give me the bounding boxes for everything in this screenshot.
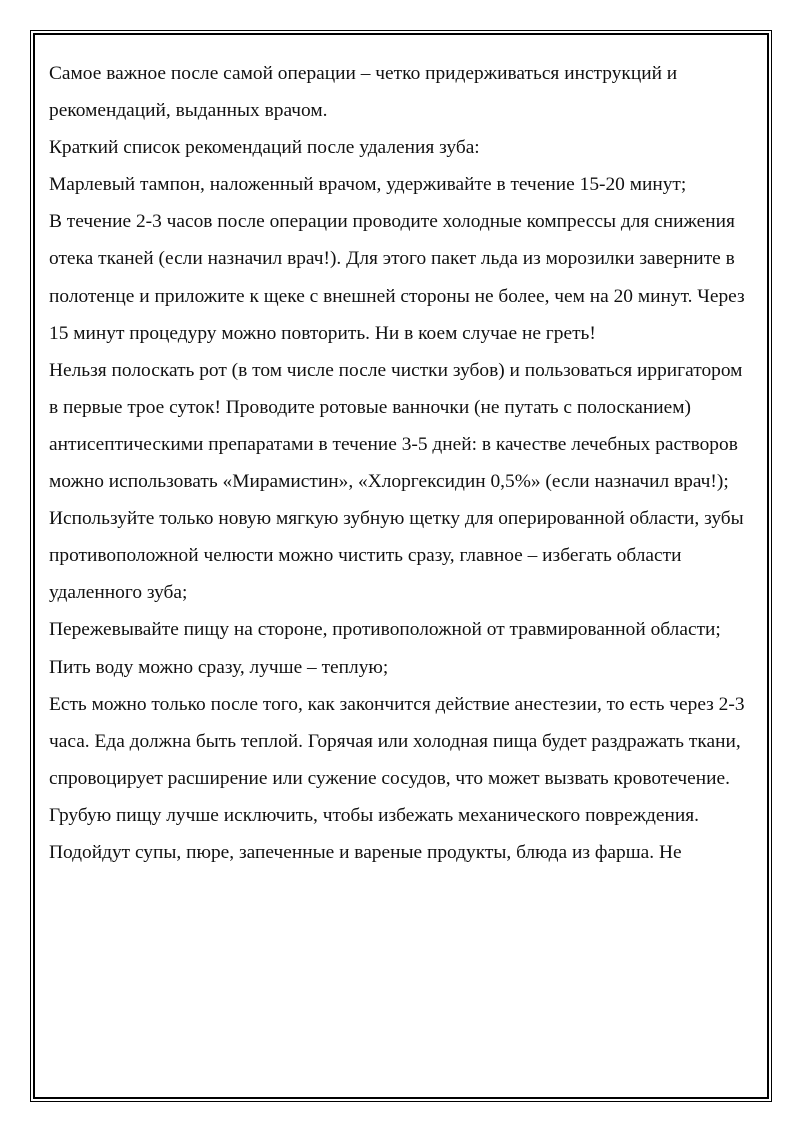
paragraph-no-rinsing: Нельзя полоскать рот (в том числе после чистки зубов) и пользоваться ирригатором в первые трое суток! Проводите ротовые ванночки (не путать с полосканием) антисептическими препаратами в течение 3-5 дней: в качестве лечебных растворов можно использовать «Мирамистин», «Хлоргексидин 0,5%» (если назначил врач!); [49,359,743,493]
page-border-frame [33,33,769,1099]
paragraph-list-heading: Краткий список рекомендаций после удаления зуба: [49,137,480,159]
paragraph-cold-compress: В течение 2-3 часов после операции проводите холодные компрессы для снижения отека тканей (если назначил врач!). Для этого пакет льда из морозилки заверните в полотенце и приложите к щеке с внешней стороны не более, чем на 20 минут. Через 15 минут процедуру можно повторить. Ни в коем случае не греть! [49,211,745,344]
paragraph-chewing-side: Пережевывайте пищу на стороне, противоположной от травмированной области; [49,619,721,641]
document-body [49,55,755,871]
paragraph-intro: Самое важное после самой операции – четко придерживаться инструкций и рекомендаций, выданных врачом. [49,63,678,122]
paragraph-drinking-water: Пить воду можно сразу, лучше – теплую; [49,656,389,678]
paragraph-eating: Есть можно только после того, как закончится действие анестезии, то есть через 2-3 часа. Еда должна быть теплой. Горячая или холодная пища будет раздражать ткани, спровоцирует расширение или сужение сосудов, что может вызвать кровотечение. Грубую пищу лучше исключить, чтобы избежать механического повреждения. Подойдут супы, пюре, запеченные и вареные продукты, блюда из фарша. Не [49,693,745,863]
paragraph-gauze-tampon: Марлевый тампон, наложенный врачом, удерживайте в течение 15-20 минут; [49,174,687,196]
paragraph-toothbrush: Используйте только новую мягкую зубную щетку для оперированной области, зубы противоположной челюсти можно чистить сразу, главное – избегать области удаленного зуба; [49,508,744,604]
